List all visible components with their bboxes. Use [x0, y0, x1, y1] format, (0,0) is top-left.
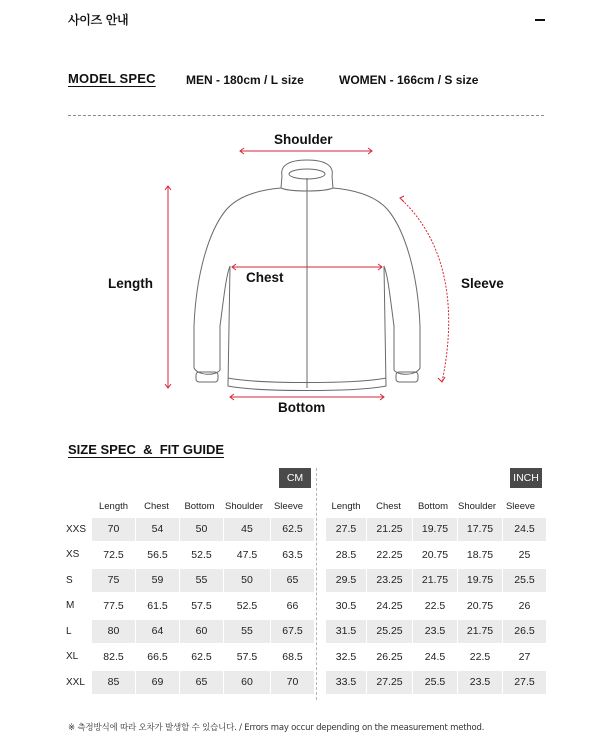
cm-value-cell: 57.5	[236, 650, 258, 663]
cm-value-cell: 72.5	[103, 548, 124, 561]
cm-table-row	[66, 671, 315, 694]
inch-value-cell: 20.75	[421, 548, 449, 561]
cm-table-row	[66, 569, 315, 592]
cm-value-cell: 75	[92, 569, 135, 592]
inch-value-cell: 25.25	[367, 620, 412, 643]
inch-value-cell: 24.25	[376, 599, 403, 612]
cm-value-cell: 55	[180, 569, 223, 592]
size-label: XS	[66, 549, 80, 561]
cm-value-cell: 54	[136, 518, 179, 541]
cm-value-cell: 65	[271, 569, 314, 592]
cm-value-cell: 65	[180, 671, 223, 694]
inch-value-cell: 28.5	[335, 548, 357, 561]
cm-value-cell: 47.5	[236, 548, 258, 561]
column-header: Shoulder	[457, 500, 497, 512]
cm-value-cell: 64	[136, 620, 179, 643]
inch-table-row	[326, 544, 547, 567]
cm-table-row	[66, 544, 315, 567]
model-men-spec: MEN - 180cm / L size	[186, 73, 304, 87]
model-women-spec: WOMEN - 166cm / S size	[339, 73, 479, 87]
cm-table-row	[66, 646, 315, 669]
inch-value-cell: 19.75	[413, 518, 457, 541]
bottom-label: Bottom	[278, 400, 326, 415]
inch-value-cell: 18.75	[466, 548, 494, 561]
inch-value-cell: 26	[518, 599, 531, 612]
jacket-measurement-diagram	[68, 126, 544, 422]
size-label: XL	[66, 651, 79, 663]
column-header: Length	[98, 500, 129, 512]
inch-table-row	[326, 646, 547, 669]
section-divider	[68, 115, 544, 116]
column-header: Chest	[144, 500, 169, 512]
inch-value-cell: 29.5	[326, 569, 366, 592]
inch-value-cell: 30.5	[335, 599, 357, 612]
inch-value-cell: 25.5	[413, 671, 457, 694]
cm-unit-badge: CM	[279, 468, 311, 488]
cm-value-cell: 60	[224, 671, 270, 694]
table-divider	[316, 468, 317, 700]
cm-value-cell: 52.5	[191, 548, 212, 561]
inch-table-row	[326, 620, 547, 643]
inch-table-row	[326, 595, 547, 618]
inch-value-cell: 32.5	[335, 650, 357, 663]
model-spec	[68, 71, 479, 91]
column-header: Length	[331, 500, 361, 512]
cm-value-cell: 69	[136, 671, 179, 694]
cm-value-cell: 60	[180, 620, 223, 643]
inch-value-cell: 31.5	[326, 620, 366, 643]
inch-value-cell: 26.25	[376, 650, 403, 663]
inch-value-cell: 21.75	[413, 569, 457, 592]
size-spec-title: SIZE SPEC & FIT GUIDE	[68, 442, 225, 457]
inch-value-cell: 20.75	[466, 599, 494, 612]
jacket-illustration	[68, 126, 544, 422]
column-header: Bottom	[417, 500, 449, 512]
size-guide-title: 사이즈 안내	[68, 13, 129, 27]
measurement-footnote: ※ 측정방식에 따라 오차가 발생할 수 있습니다. / Errors may occur depending on the measurement method.	[68, 723, 485, 733]
chest-label: Chest	[246, 270, 284, 285]
cm-value-cell: 50	[224, 569, 270, 592]
size-label: L	[66, 625, 72, 637]
inch-value-cell: 25.5	[503, 569, 546, 592]
inch-value-cell: 27.5	[326, 518, 366, 541]
cm-table-row	[66, 595, 315, 618]
inch-value-cell: 23.25	[367, 569, 412, 592]
inch-value-cell: 33.5	[326, 671, 366, 694]
cm-value-cell: 70	[92, 518, 135, 541]
cm-value-cell: 45	[224, 518, 270, 541]
inch-value-cell: 26.5	[503, 620, 546, 643]
cm-value-cell: 82.5	[103, 650, 124, 663]
cm-value-cell: 50	[180, 518, 223, 541]
cm-value-cell: 67.5	[271, 620, 314, 643]
length-label: Length	[108, 276, 153, 291]
inch-value-cell: 23.5	[413, 620, 457, 643]
cm-value-cell: 62.5	[271, 518, 314, 541]
inch-value-cell: 24.5	[503, 518, 546, 541]
inch-value-cell: 22.5	[469, 650, 491, 663]
model-spec-title: MODEL SPEC	[68, 71, 156, 86]
column-header: Chest	[376, 500, 401, 512]
cm-value-cell: 77.5	[103, 599, 124, 612]
column-header: Bottom	[184, 500, 215, 512]
cm-value-cell: 62.5	[191, 650, 212, 663]
inch-table-row	[326, 671, 547, 694]
collapse-minus-icon[interactable]	[530, 10, 550, 28]
inch-value-cell: 19.75	[458, 569, 502, 592]
shoulder-label: Shoulder	[274, 132, 333, 147]
size-guide-header[interactable]	[0, 0, 610, 40]
cm-value-cell: 52.5	[236, 599, 258, 612]
inch-value-cell: 27.25	[367, 671, 412, 694]
cm-value-cell: 57.5	[191, 599, 212, 612]
cm-value-cell: 80	[92, 620, 135, 643]
inch-table-row	[326, 569, 547, 592]
inch-value-cell: 21.75	[458, 620, 502, 643]
cm-value-cell: 55	[224, 620, 270, 643]
cm-value-cell: 68.5	[282, 650, 303, 663]
inch-value-cell: 17.75	[458, 518, 502, 541]
inch-value-cell: 25	[518, 548, 531, 561]
cm-table-row	[66, 620, 315, 643]
inch-value-cell: 27	[518, 650, 531, 663]
cm-value-cell: 66.5	[147, 650, 168, 663]
inch-size-table	[326, 494, 547, 697]
inch-value-cell: 21.25	[367, 518, 412, 541]
cm-value-cell: 70	[271, 671, 314, 694]
cm-value-cell: 61.5	[147, 599, 168, 612]
cm-size-table	[66, 494, 315, 697]
size-label: M	[66, 600, 75, 612]
cm-header-row	[66, 494, 315, 518]
inch-header-row	[326, 494, 547, 518]
sleeve-label: Sleeve	[461, 276, 504, 291]
cm-table-row	[66, 518, 315, 541]
size-label: S	[66, 574, 73, 586]
size-label: XXL	[66, 676, 85, 688]
inch-value-cell: 27.5	[503, 671, 546, 694]
column-header: Sleeve	[273, 500, 304, 512]
inch-value-cell: 23.5	[458, 671, 502, 694]
column-header: Shoulder	[224, 500, 264, 512]
inch-unit-badge: INCH	[510, 468, 542, 488]
inch-table-row	[326, 518, 547, 541]
size-label: XXS	[66, 523, 87, 535]
inch-value-cell: 22.5	[424, 599, 446, 612]
cm-value-cell: 85	[92, 671, 135, 694]
cm-value-cell: 66	[286, 599, 299, 612]
column-header: Sleeve	[505, 500, 536, 512]
cm-value-cell: 56.5	[147, 548, 168, 561]
cm-value-cell: 59	[136, 569, 179, 592]
cm-value-cell: 63.5	[282, 548, 303, 561]
inch-value-cell: 22.25	[376, 548, 403, 561]
inch-value-cell: 24.5	[424, 650, 446, 663]
